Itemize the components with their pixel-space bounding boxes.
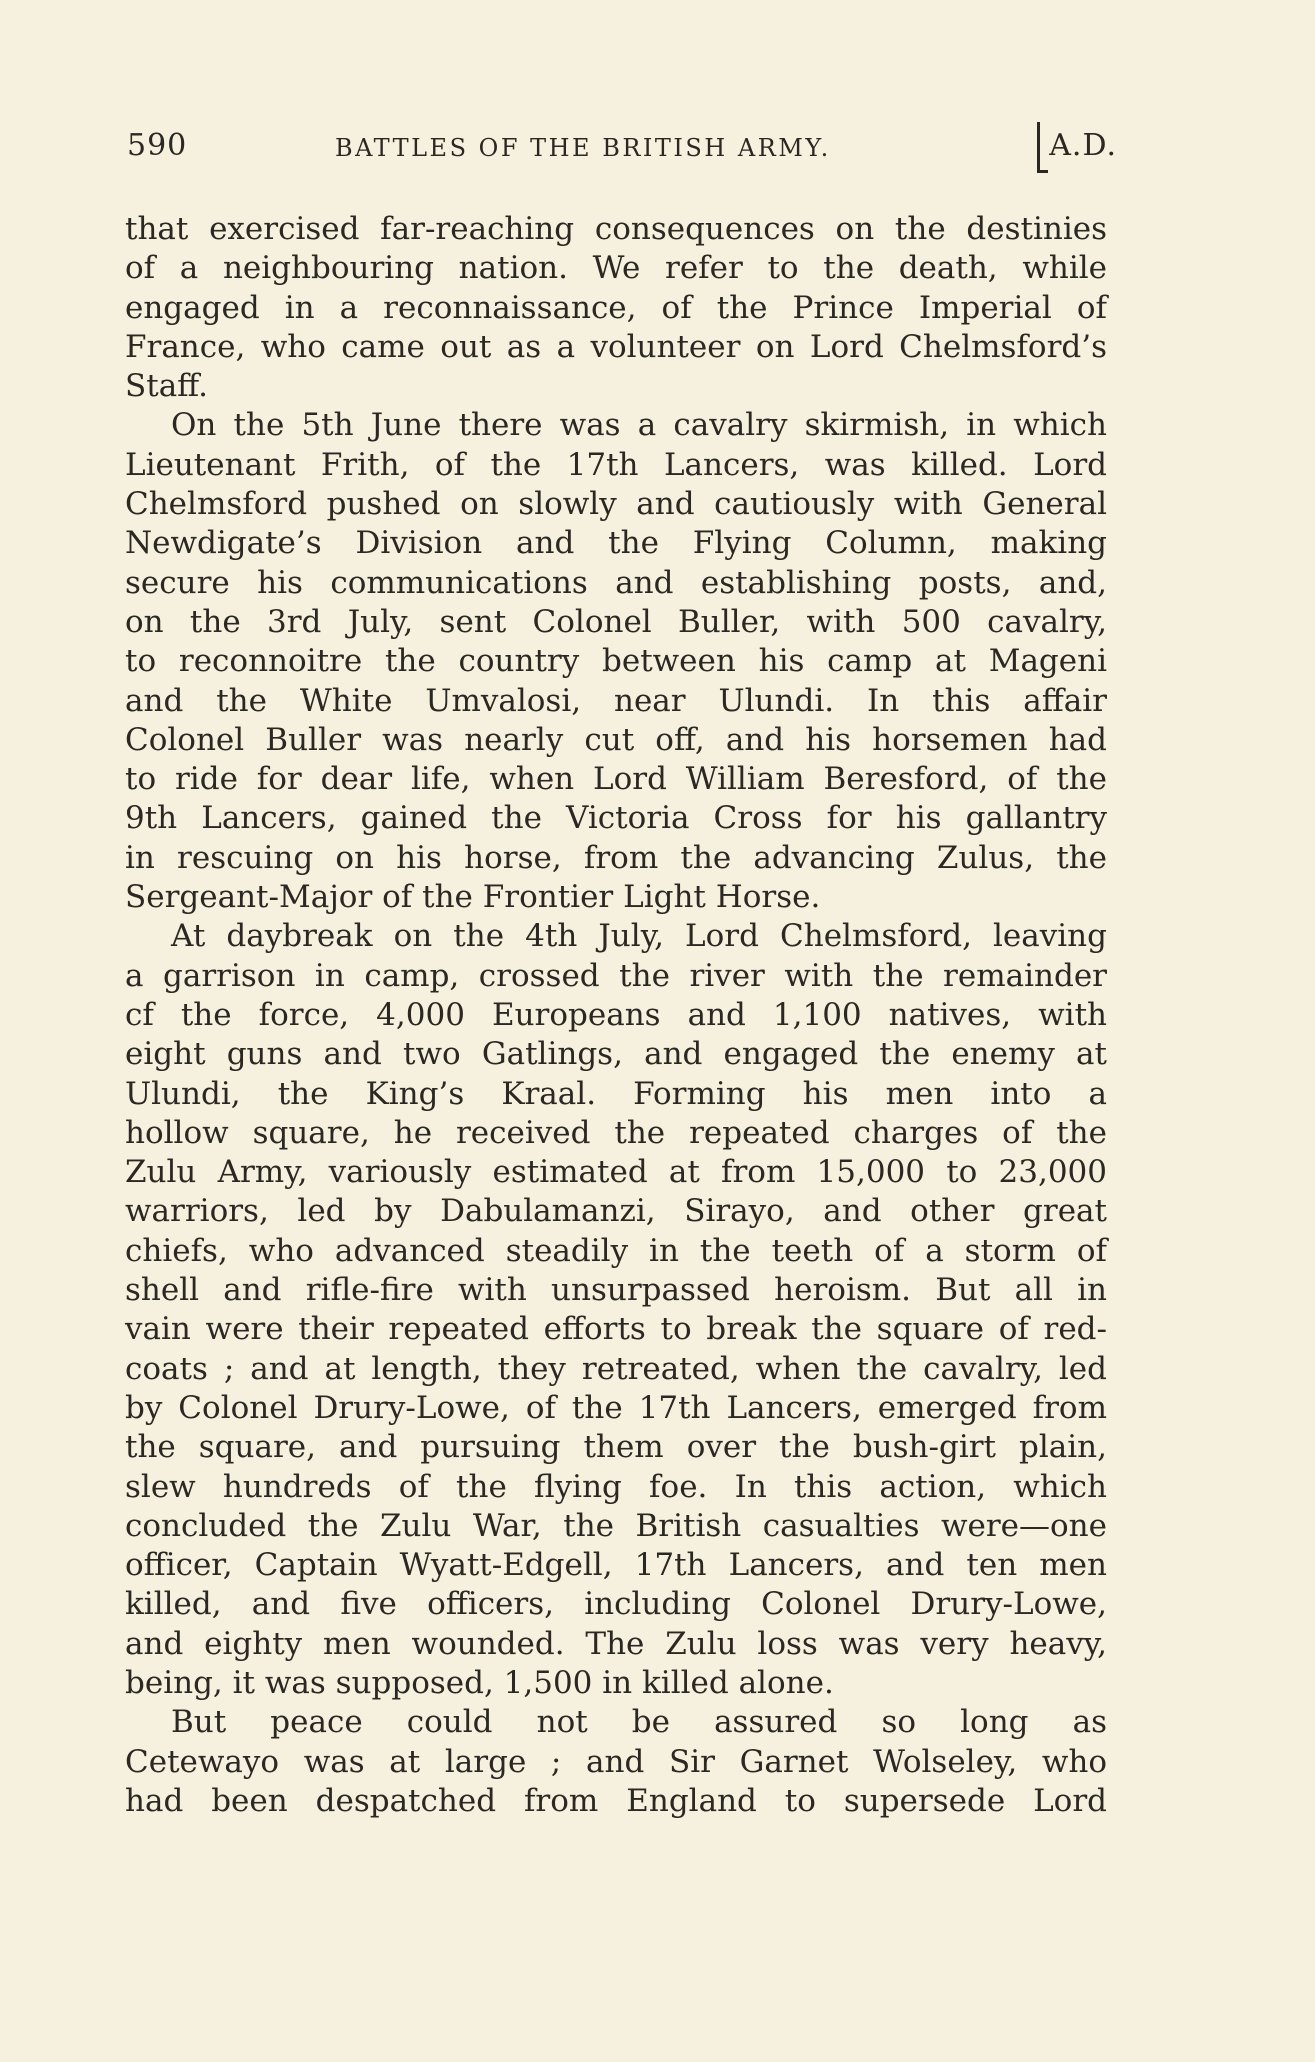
text-line: on the 3rd July, sent Colonel Buller, with 500 cavalry, xyxy=(125,603,1107,640)
text-line: in rescuing on his horse, from the advancing Zulus, the xyxy=(125,839,1107,876)
text-line: to ride for dear life, when Lord William Beresford, of the xyxy=(125,761,1107,798)
running-header xyxy=(127,128,1117,172)
text-line: shell and rifle-fire with unsurpassed heroism. But all in xyxy=(125,1272,1107,1309)
text-line: engaged in a reconnaissance, of the Prince Imperial of xyxy=(125,289,1107,326)
text-line: eight guns and two Gatlings, and engaged the enemy at xyxy=(125,1036,1107,1073)
text-line: On the 5th June there was a cavalry skirmish, in which xyxy=(171,407,1107,444)
text-line: by Colonel Drury-Lowe, of the 17th Lancers, emerged from xyxy=(125,1389,1107,1426)
text-line: and the White Umvalosi, near Ulundi. In this affair xyxy=(125,682,1107,719)
text-line: At daybreak on the 4th July, Lord Chelmsford, leaving xyxy=(171,918,1107,955)
text-line: But peace could not be assured so long as xyxy=(171,1704,1107,1741)
text-line: the square, and pursuing them over the bush-girt plain, xyxy=(125,1429,1107,1466)
text-line: concluded the Zulu War, the British casualties were—one xyxy=(125,1507,1107,1544)
text-line: hollow square, he received the repeated charges of the xyxy=(125,1114,1107,1151)
text-line: that exercised far-reaching consequences on the destinies xyxy=(125,211,1107,247)
text-line: Colonel Buller was nearly cut off, and his horsemen had xyxy=(125,721,1107,758)
text-line: Staff. xyxy=(125,368,208,405)
text-line: Cetewayo was at large ; and Sir Garnet Wolseley, who xyxy=(125,1743,1107,1780)
text-line: Chelmsford pushed on slowly and cautiously with General xyxy=(125,486,1107,523)
text-line: France, who came out as a volunteer on Lord Chelmsford’s xyxy=(125,328,1107,365)
text-line: to reconnoitre the country between his camp at Mageni xyxy=(125,643,1107,680)
text-line: Zulu Army, variously estimated at from 15,000 to 23,000 xyxy=(125,1154,1107,1191)
text-line: of a neighbouring nation. We refer to the death, while xyxy=(125,250,1107,287)
text-line: officer, Captain Wyatt-Edgell, 17th Lancers, and ten men xyxy=(125,1547,1107,1584)
body-text xyxy=(125,210,1107,1821)
text-line: Newdigate’s Division and the Flying Column, making xyxy=(125,525,1107,562)
text-line: Lieutenant Frith, of the 17th Lancers, was killed. Lord xyxy=(125,446,1107,483)
text-line: secure his communications and establishing posts, and, xyxy=(125,564,1107,601)
text-line: chiefs, who advanced steadily in the teeth of a storm of xyxy=(125,1232,1107,1269)
text-line: cf the force, 4,000 Europeans and 1,100 natives, with xyxy=(125,996,1107,1033)
text-line: warriors, led by Dabulamanzi, Sirayo, and other great xyxy=(125,1193,1107,1230)
page-number: 590 xyxy=(127,128,188,163)
text-line: had been despatched from England to supersede Lord xyxy=(125,1782,1107,1819)
text-line: slew hundreds of the flying foe. In this action, which xyxy=(125,1468,1107,1505)
text-line: vain were their repeated efforts to break the square of red- xyxy=(125,1311,1107,1348)
text-line: Sergeant-Major of the Frontier Light Horse. xyxy=(125,879,821,916)
text-line: Ulundi, the King’s Kraal. Forming his men into a xyxy=(125,1075,1107,1112)
text-line: coats ; and at length, they retreated, when the cavalry, led xyxy=(125,1350,1107,1387)
text-line: being, it was supposed, 1,500 in killed alone. xyxy=(125,1664,834,1701)
running-title: BATTLES OF THE BRITISH ARMY. xyxy=(335,134,831,162)
text-line: and eighty men wounded. The Zulu loss was very heavy, xyxy=(125,1625,1107,1662)
text-line: a garrison in camp, crossed the river with the remainder xyxy=(125,957,1107,994)
era-marker: A.D. xyxy=(1049,128,1117,163)
text-line: 9th Lancers, gained the Victoria Cross for his gallantry xyxy=(125,800,1107,837)
text-line: killed, and five officers, including Colonel Drury-Lowe, xyxy=(125,1586,1107,1623)
